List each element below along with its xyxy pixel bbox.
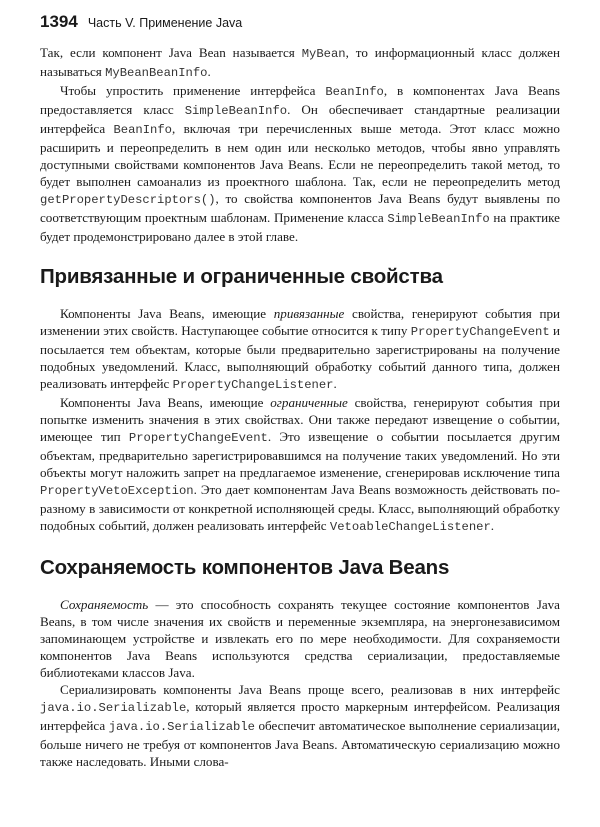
section-heading-bound-constrained: Привязанные и ограниченные свойства <box>40 265 443 288</box>
persistence-paragraph-1: Сохраняемость — это способность сохранять текущее состояние компонентов Java Beans, в том числе значения их свойств и переменные экземпляра, на энергонезависимом запоминающем устройстве и извлекать его по мере необходимости. Для сохраняемости компонентов Java Beans используются средства сериализации, предоставляемые библиотеками классов Java. <box>40 597 560 680</box>
intro-paragraph-1: Так, если компонент Java Bean называется MyBean, то информационный класс должен называться MyBeanBeanInfo. <box>40 45 560 80</box>
running-title: Часть V. Применение Java <box>87 16 243 30</box>
bound-properties-paragraph: Компоненты Java Beans, имеющие привязанные свойства, генерируют события при изменении этих свойств. Наступающее событие относится к типу PropertyChangeEvent и посылается тем объектам, которые были предварительно зарегистрированы на получение подобных уведомлений. Класс, выполняющий обработку событий данного типа, должен реализовать интерфейс PropertyChangeListener. <box>40 306 561 392</box>
section-heading-persistence: Сохраняемость компонентов Java Beans <box>40 556 450 579</box>
intro-paragraph-2: Чтобы упростить применение интерфейса BeanInfo, в компонентах Java Beans предоставляется класс SimpleBeanInfo. Он обеспечивает стандартные реализации интерфейса BeanInfo, включая три перечисленных выше метода. Этот класс можно расширить и переопределить в нем один или несколько методов, чтобы явно управлять доступными свойствами компонентов Java Beans. Если не переопределить такой метод, то будет выполнен самоанализ из проектного шаблона. Так, если не переопределить метод getPropertyDescriptors(), то свойства компонентов Java Beans будут выявлены по соответствующим проектным шаблонам. Применение класса SimpleBeanInfo на практике будет продемонстрировано далее в этой главе. <box>40 83 560 244</box>
constrained-properties-paragraph: Компоненты Java Beans, имеющие ограниченные свойства, генерируют события при попытке изменить значения в этих свойствах. Они также передают извещение о событии, имеющее тип PropertyChangeEvent. Это извещение о событии посылается другим объектам, предварительно зарегистрировавшимся на получение таких уведомлений. Но эти объекты могут наложить запрет на предлагаемое изменение, сгенерировав исключение типа PropertyVetoException. Это дает компонентам Java Beans возможность действовать по-разному в зависимости от конкретной исполняющей среды. Класс, выполняющий обработку подобных событий, должен реализовать интерфейс VetoableChangeListener. <box>40 395 560 534</box>
page-content <box>40 44 560 770</box>
page-header <box>40 12 560 40</box>
persistence-paragraph-2: Сериализировать компоненты Java Beans проще всего, реализовав в них интерфейс java.io.Serializable, который является просто маркерным интерфейсом. Реализация интерфейса java.io.Serializable обеспечит автоматическое выполнение сериализации, больше ничего не требуя от компонентов Java Beans. Автоматическую сериализацию можно также наследовать. Иными слова- <box>40 682 560 769</box>
page-number: 1394 <box>40 12 78 31</box>
